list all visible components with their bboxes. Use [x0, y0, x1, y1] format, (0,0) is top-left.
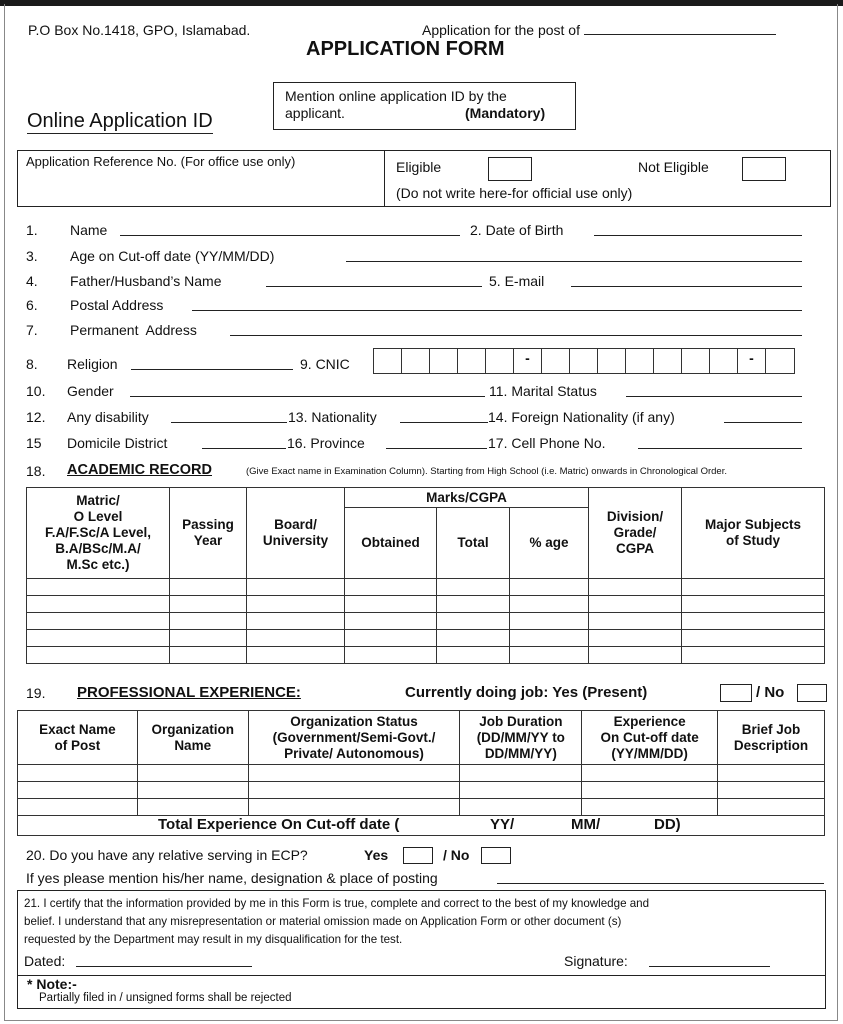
col-board-header: Board/ University — [247, 488, 345, 579]
postal-field[interactable] — [192, 298, 802, 311]
ref-label: Application Reference No. (For office use only) — [26, 154, 296, 169]
cnic-digit — [626, 349, 654, 373]
gender-field[interactable] — [130, 384, 485, 397]
col-status-header: Organization Status (Government/Semi-Govt./ Private/ Autonomous) — [248, 711, 460, 765]
field-province-label: 16. Province — [287, 435, 365, 451]
field-father-label: Father/Husband’s Name — [70, 273, 222, 289]
current-job-label: Currently doing job: Yes (Present) — [405, 684, 648, 701]
cnic-digit — [766, 349, 794, 373]
table-row[interactable] — [18, 765, 825, 782]
col-desc-header: Brief Job Description — [718, 711, 825, 765]
col-post-header: Exact Name of Post — [18, 711, 138, 765]
cnic-digit — [430, 349, 458, 373]
field-4-num: 4. — [26, 273, 38, 289]
cnic-digit — [542, 349, 570, 373]
nationality-field[interactable] — [400, 410, 488, 423]
total-exp-label: Total Experience On Cut-off date ( — [158, 816, 400, 833]
religion-field[interactable] — [131, 357, 293, 370]
email-field[interactable] — [571, 274, 802, 287]
field-disability-label: Any disability — [67, 409, 149, 425]
cnic-digit — [458, 349, 486, 373]
cnic-digit — [402, 349, 430, 373]
relative-no-checkbox[interactable] — [481, 847, 511, 864]
po-box: P.O Box No.1418, GPO, Islamabad. — [28, 22, 251, 38]
col-pct-header: % age — [510, 508, 589, 579]
declaration-box — [17, 890, 826, 976]
cnic-digit — [682, 349, 710, 373]
note-box — [17, 974, 826, 1009]
post-label: Application for the post of — [422, 22, 776, 38]
field-6-num: 6. — [26, 297, 38, 313]
post-field[interactable] — [584, 22, 776, 35]
total-exp-dd: DD) — [654, 816, 681, 833]
dob-field[interactable] — [594, 223, 802, 236]
col-obtained-header: Obtained — [345, 508, 437, 579]
signature-label: Signature: — [564, 953, 628, 969]
field-name-label: Name — [70, 222, 108, 238]
current-job-yes-checkbox[interactable] — [720, 684, 752, 702]
province-field[interactable] — [386, 436, 487, 449]
col-org-header: Organization Name — [137, 711, 248, 765]
foreign-field[interactable] — [724, 410, 802, 423]
cnic-dash: - — [738, 349, 766, 373]
mandatory-label: (Mandatory) — [465, 105, 546, 121]
current-job-no-checkbox[interactable] — [797, 684, 827, 702]
field-religion-label: Religion — [67, 356, 118, 372]
domicile-field[interactable] — [202, 436, 286, 449]
col-year-header: Passing Year — [170, 488, 247, 579]
eligible-label: Eligible — [396, 159, 442, 175]
field-dob-label: 2. Date of Birth — [470, 222, 564, 238]
not-eligible-label: Not Eligible — [638, 159, 709, 175]
field-12-num: 12. — [26, 409, 46, 425]
field-3-num: 3. — [26, 248, 38, 264]
field-1-num: 1. — [26, 222, 38, 238]
cnic-digit — [486, 349, 514, 373]
cnic-digit — [654, 349, 682, 373]
dated-field[interactable] — [76, 954, 252, 967]
online-id-label: Online Application ID — [27, 110, 213, 132]
dated-label: Dated: — [24, 953, 66, 969]
col-exam-header: Matric/ O Level F.A/F.Sc/A Level, B.A/BSc/M.A/ M.Sc etc.) — [27, 488, 170, 579]
cnic-digit — [598, 349, 626, 373]
field-8-num: 8. — [26, 356, 38, 372]
mention-line1: Mention online application ID by the — [285, 88, 507, 104]
relative-detail-field[interactable] — [497, 871, 824, 884]
eligible-checkbox[interactable] — [488, 157, 532, 181]
table-row[interactable] — [27, 613, 825, 630]
permanent-field[interactable] — [230, 323, 802, 336]
experience-table — [17, 710, 825, 836]
field-15-num: 15 — [26, 435, 42, 451]
table-row[interactable] — [27, 596, 825, 613]
mention-line2: applicant. — [285, 105, 345, 121]
table-row[interactable] — [18, 799, 825, 816]
cnic-digit — [710, 349, 738, 373]
office-divider — [384, 151, 385, 206]
table-row[interactable] — [18, 782, 825, 799]
col-division-header: Division/ Grade/ CGPA — [589, 488, 682, 579]
table-row[interactable] — [27, 647, 825, 664]
cnic-dash: - — [514, 349, 542, 373]
field-domicile-label: Domicile District — [67, 435, 168, 451]
total-exp-mm: MM/ — [571, 816, 601, 833]
relative-if-yes: If yes please mention his/her name, designation & place of posting — [26, 870, 438, 886]
field-cnic-label: 9. CNIC — [300, 356, 350, 372]
field-cell-label: 17. Cell Phone No. — [488, 435, 606, 451]
age-field[interactable] — [346, 249, 802, 262]
signature-field[interactable] — [649, 954, 770, 967]
relative-yes-checkbox[interactable] — [403, 847, 433, 864]
mandatory-box — [273, 82, 576, 130]
table-row[interactable] — [27, 579, 825, 596]
field-postal-label: Postal Address — [70, 297, 164, 313]
academic-instruction: (Give Exact name in Examination Column). Starting from High School (i.e. Matric) onwards in Chronological Order. — [246, 466, 727, 477]
current-job-no-label: / No — [756, 684, 785, 701]
experience-title: PROFESSIONAL EXPERIENCE: — [77, 684, 301, 701]
note-text: Partially filed in / unsigned forms shall be rejected — [39, 992, 292, 1004]
field-age-label: Age on Cut-off date (YY/MM/DD) — [70, 248, 275, 264]
cnic-digit — [374, 349, 402, 373]
field-foreign-label: 14. Foreign Nationality (if any) — [488, 409, 675, 425]
relative-no-label: / No — [443, 847, 470, 863]
academic-table — [26, 487, 825, 664]
cnic-digit — [570, 349, 598, 373]
form-title: APPLICATION FORM — [306, 38, 505, 60]
field-gender-label: Gender — [67, 383, 114, 399]
relative-question: 20. Do you have any relative serving in ECP? — [26, 847, 308, 863]
total-exp-yy: YY/ — [490, 816, 515, 833]
field-permanent-label: Permanent Address — [70, 322, 197, 338]
total-experience-row — [18, 816, 825, 836]
disability-field[interactable] — [171, 410, 287, 423]
field-7-num: 7. — [26, 322, 38, 338]
marital-field[interactable] — [626, 384, 802, 397]
col-total-header: Total — [437, 508, 510, 579]
academic-title: ACADEMIC RECORD — [67, 462, 212, 478]
col-duration-header: Job Duration (DD/MM/YY to DD/MM/YY) — [460, 711, 582, 765]
field-10-num: 10. — [26, 383, 46, 399]
not-eligible-checkbox[interactable] — [742, 157, 786, 181]
col-exp-header: Experience On Cut-off date (YY/MM/DD) — [582, 711, 718, 765]
experience-num: 19. — [26, 685, 46, 701]
table-row[interactable] — [27, 630, 825, 647]
field-nationality-label: 13. Nationality — [288, 409, 377, 425]
col-marks-header: Marks/CGPA — [345, 488, 589, 508]
father-field[interactable] — [266, 274, 482, 287]
note-title: * Note:- — [27, 976, 77, 992]
cell-field[interactable] — [638, 436, 802, 449]
field-email-label: 5. E-mail — [489, 273, 545, 289]
academic-num: 18. — [26, 463, 46, 479]
cnic-boxes[interactable] — [373, 348, 795, 374]
relative-yes-label: Yes — [364, 847, 389, 863]
top-strip-text: FAD(I)/1/1/23 — ECP Document — [330, 0, 388, 3]
field-marital-label: 11. Marital Status — [489, 383, 597, 399]
name-field[interactable] — [120, 223, 460, 236]
col-subjects-header: Major Subjects of Study — [682, 488, 825, 579]
official-note: (Do not write here-for official use only) — [396, 185, 633, 201]
office-use-box — [17, 150, 831, 207]
declaration-text: 21. I certify that the information provided by me in this Form is true, complete and correct to the best of my knowledge and belief. I understand that any misrepresentation or material omission made on Application Form or other document (s) requested by the Department may result in my disqualification for the test. — [24, 897, 650, 946]
